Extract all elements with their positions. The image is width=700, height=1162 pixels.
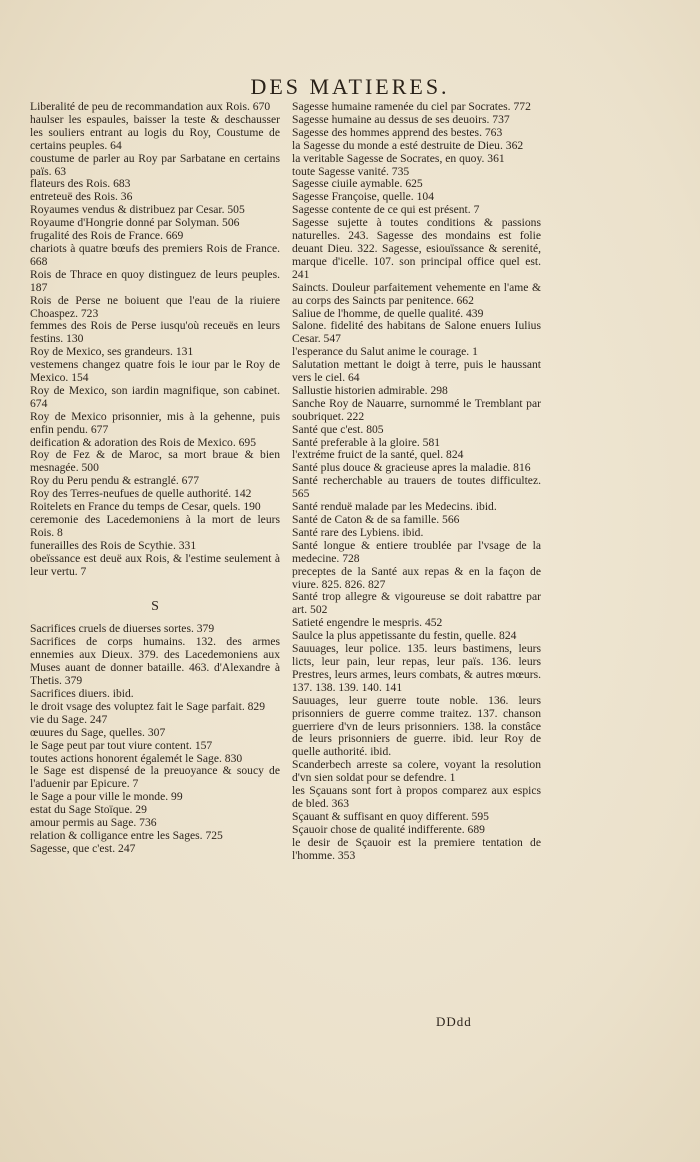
index-entry: Sacrifices de corps humains. 132. des armes ennemies aux Dieux. 379. des Lacedemoniens aux Muses auant de donner bataille. 463. d'Alexandre à Thetis. 379 <box>30 635 280 688</box>
index-entry: Santé que c'est. 805 <box>292 422 384 436</box>
index-entry: Rois de Perse ne boiuent que l'eau de la riuiere Choaspez. 723 <box>30 293 280 320</box>
index-entry: estat du Sage Stoïque. 29 <box>30 803 147 817</box>
index-entry: Santé longue & entiere troublée par l'vsage de la medecine. 728 <box>292 538 541 565</box>
index-entry: Sçauoir chose de qualité indifferente. 689 <box>292 822 485 836</box>
index-entry: Sauuages, leur guerre toute noble. 136. leurs prisonniers de guerre comme traitez. 137. chanson guerriere d'vn de leurs prisonniers. 138. la constâce de leurs prisonniers de guerre. ibid. leur Roy de quelle authorité. ibid. <box>292 693 541 759</box>
index-entry: Sagesse sujette à toutes conditions & passions naturelles. 243. Sagesse des mondains est folie deuant Dieu. 322. Sagesse, esiouïssance & serenité, marque d'icelle. 107. son principal office quel est. 241 <box>292 216 541 281</box>
index-entry: coustume de parler au Roy par Sarbatane en certains païs. 63 <box>30 151 280 178</box>
index-entry: Sagesse, que c'est. 247 <box>30 841 136 855</box>
index-entry: les Sçauans sont fort à propos comparez aux espics de bled. 363 <box>292 784 541 810</box>
index-entry: le Sage peut par tout viure content. 157 <box>30 738 213 752</box>
index-entry: Sauuages, leur police. 135. leurs bastimens, leurs licts, leur pain, leur repas, leur païs. 136. leurs Prestres, leurs armes, leurs combats, & autres mœurs. 137. 138. 139. 140. 141 <box>292 642 541 694</box>
index-entry: haulser les espaules, baisser la teste & deschausser les souliers entrant au logis du Roy, Coustume de certains peuples. 64 <box>30 112 280 152</box>
index-entry: preceptes de la Santé aux repas & en la façon de viure. 825. 826. 827 <box>292 564 541 591</box>
index-entries-r <box>30 101 280 579</box>
index-entry: Saincts. Douleur parfaitement vehemente en l'ame & au corps des Saincts par penitence. 662 <box>292 280 541 307</box>
spacer <box>30 579 280 593</box>
index-entry: l'extréme fruict de la santé, quel. 824 <box>292 448 464 462</box>
index-entry: obeïssance est deuë aux Rois, & l'estime seulement à leur vertu. 7 <box>30 551 280 578</box>
index-entry: la Sagesse du monde a esté destruite de Dieu. 362 <box>292 138 524 152</box>
index-entries-s-continued <box>292 101 541 862</box>
index-entry: le Sage est dispensé de la preuoyance & soucy de l'aduenir par Epicure. 7 <box>30 764 280 791</box>
index-entry: le droit vsage des voluptez fait le Sage parfait. 829 <box>30 699 266 713</box>
index-entry: toutes actions honorent égalemét le Sage. 830 <box>30 751 243 765</box>
index-entry: Roy de Mexico, ses grandeurs. 131 <box>30 345 194 359</box>
index-entry: funerailles des Rois de Scythie. 331 <box>30 538 197 552</box>
index-entry: l'esperance du Salut anime le courage. 1 <box>292 345 478 359</box>
index-entry: Sagesse humaine ramenée du ciel par Socrates. 772 <box>292 100 531 113</box>
index-entry: vie du Sage. 247 <box>30 712 108 726</box>
index-column-left <box>30 101 280 856</box>
index-entry: Sagesse humaine au dessus de ses deuoirs. 737 <box>292 112 510 126</box>
index-entry: Salone. fidelité des habitans de Salone enuers Iulius Cesar. 547 <box>292 319 541 346</box>
index-entry: femmes des Rois de Perse iusqu'où receuës en leurs festins. 130 <box>30 319 280 346</box>
index-entry: Sacrifices diuers. ibid. <box>30 686 134 700</box>
index-entry: Sagesse Françoise, quelle. 104 <box>292 190 434 204</box>
index-entry: Sanche Roy de Nauarre, surnommé le Tremblant par soubriquet. 222 <box>292 396 541 423</box>
index-entry: Roy de Mexico, son iardin magnifique, son cabinet. 674 <box>30 383 280 410</box>
index-entry: Sacrifices cruels de diuerses sortes. 379 <box>30 622 215 636</box>
index-entry: Sagesse des hommes apprend des bestes. 763 <box>292 125 503 139</box>
index-entry: amour permis au Sage. 736 <box>30 816 157 830</box>
index-entry: Santé recherchable au trauers de toutes difficultez. 565 <box>292 474 541 501</box>
index-entry: chariots à quatre bœufs des premiers Rois de France. 668 <box>30 241 280 268</box>
index-entry: Satieté engendre le mespris. 452 <box>292 616 443 630</box>
index-entry: Liberalité de peu de recommandation aux Rois. 670 <box>30 100 271 113</box>
index-entry: œuures du Sage, quelles. 307 <box>30 725 166 739</box>
index-entry: Sagesse contente de ce qui est présent. 7 <box>292 203 480 217</box>
index-entry: le Sage a pour ville le monde. 99 <box>30 790 183 804</box>
index-entry: Royaume d'Hongrie donné par Solyman. 506 <box>30 216 240 230</box>
index-column-right <box>292 101 541 862</box>
index-entry: ceremonie des Lacedemoniens à la mort de leurs Rois. 8 <box>30 513 280 539</box>
index-entry: Salutation mettant le doigt à terre, puis le haussant vers le ciel. 64 <box>292 358 541 385</box>
index-entry: Roy de Fez & de Maroc, sa mort braue & bien mesnagée. 500 <box>30 448 280 475</box>
index-entry: Santé plus douce & gracieuse apres la maladie. 816 <box>292 461 531 475</box>
index-entry: Royaumes vendus & distribuez par Cesar. 505 <box>30 203 245 217</box>
page-header: DES MATIERES. <box>250 74 450 99</box>
index-entry: relation & colligance entre les Sages. 725 <box>30 828 223 842</box>
index-entry: entreteuë des Rois. 36 <box>30 190 133 204</box>
index-entry: Saulce la plus appetissante du festin, quelle. 824 <box>292 629 517 643</box>
index-entry: Santé preferable à la gloire. 581 <box>292 435 441 449</box>
index-entry: Roy du Peru pendu & estranglé. 677 <box>30 474 200 488</box>
index-entry: frugalité des Rois de France. 669 <box>30 229 184 243</box>
index-entry: Sçauant & suffisant en quoy different. 595 <box>292 809 489 823</box>
index-entry: flateurs des Rois. 683 <box>30 177 131 191</box>
index-entry: Santé trop allegre & vigoureuse se doit rabattre par art. 502 <box>292 590 541 617</box>
index-entry: Santé rare des Lybiens. ibid. <box>292 525 424 539</box>
index-entry: Scanderbech arreste sa colere, voyant la resolution d'vn sien soldat pour se defendre. 1 <box>292 758 541 785</box>
index-entry: Roy des Terres-neufues de quelle authorité. 142 <box>30 487 252 501</box>
index-entry: Rois de Thrace en quoy distinguez de leurs peuples. 187 <box>30 267 280 294</box>
index-entry: Sagesse ciuile aymable. 625 <box>292 177 423 191</box>
index-entry: Roitelets en France du temps de Cesar, quels. 190 <box>30 500 261 514</box>
section-letter: S <box>151 598 159 614</box>
index-entry: deification & adoration des Rois de Mexico. 695 <box>30 435 257 449</box>
index-entry: la veritable Sagesse de Socrates, en quoy. 361 <box>292 151 505 165</box>
index-entry: Saliue de l'homme, de quelle qualité. 439 <box>292 306 484 320</box>
index-entry: Roy de Mexico prisonnier, mis à la gehenne, puis enfin pendu. 677 <box>30 409 280 436</box>
index-entry: Santé renduë malade par les Medecins. ibid. <box>292 500 497 514</box>
index-entry: toute Sagesse vanité. 735 <box>292 164 410 178</box>
index-entry: Santé de Caton & de sa famille. 566 <box>292 513 460 526</box>
signature-mark: DDdd <box>436 1014 472 1029</box>
index-entries-s <box>30 623 280 855</box>
index-entry: Sallustie historien admirable. 298 <box>292 383 448 397</box>
index-entry: le desir de Sçauoir est la premiere tentation de l'homme. 353 <box>292 835 541 862</box>
index-entry: vestemens changez quatre fois le iour par le Roy de Mexico. 154 <box>30 358 280 385</box>
